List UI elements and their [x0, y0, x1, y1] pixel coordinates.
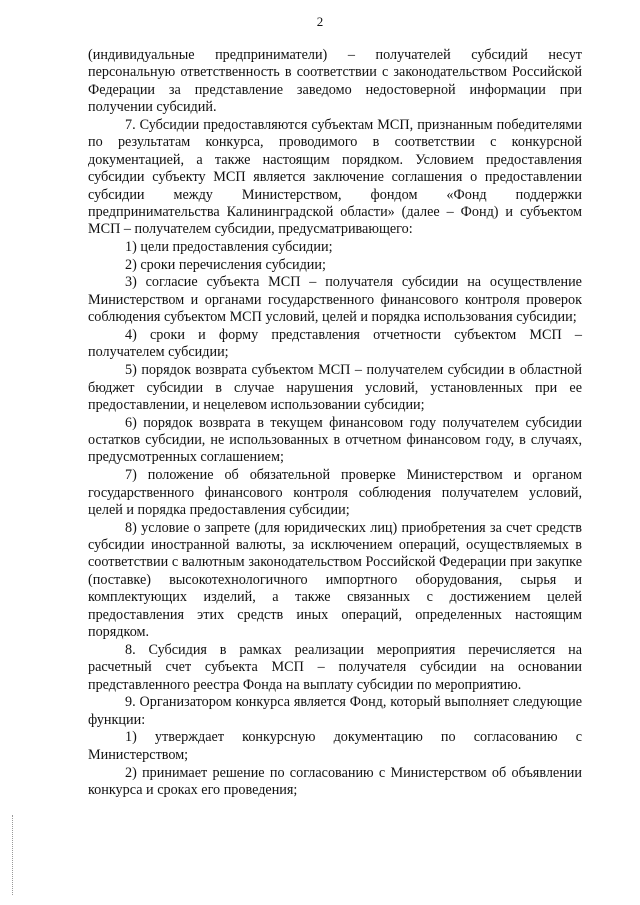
- list-item-2: 2) сроки перечисления субсидии;: [125, 256, 326, 273]
- list-item-8: 8) условие о запрете (для юридических лиц) приобретения за счет средств субсидии иностранной валюты, за исключением операций, осуществляемых в соответствии с валютным законодательством Российской Федерации при закупке (поставке) высокотехнологичного импортного оборудования, сырья и комплектующих изделий, а также связанных с достижением целей предоставления этих средств иных операций, определенных настоящим порядком.: [88, 519, 582, 641]
- list-item-5: 5) порядок возврата субъектом МСП – получателем субсидии в областной бюджет субсидии в случае нарушения условий, установленных при ее предоставлении, и нецелевом использовании субсидии;: [88, 362, 582, 413]
- list-item-3: 3) согласие субъекта МСП – получателя субсидии на осуществление Министерством и органами государственного финансового контроля проверок соблюдения субъектом МСП условий, целей и порядка использования субсидии;: [88, 274, 582, 326]
- function-item-2: 2) принимает решение по согласованию с Министерством об объявлении конкурса и сроках его проведения;: [88, 764, 582, 798]
- list-item-4: 4) сроки и форму представления отчетности субъектом МСП – получателем субсидии;: [88, 326, 582, 361]
- paragraph-8: 8. Субсидия в рамках реализации мероприятия перечисляется на расчетный счет субъекта МСП – получателя субсидии на основании представленного реестра Фонда на выплату субсидии по мероприятию.: [88, 641, 582, 693]
- paragraph-9: 9. Организатором конкурса является Фонд, который выполняет следующие функции:: [88, 694, 582, 728]
- margin-binding-marks: [12, 815, 17, 895]
- document-body: [88, 47, 582, 800]
- list-item-7: 7) положение об обязательной проверке Министерством и органом государственного финансового контроля соблюдения получателем условий, целей и порядка предоставления субсидии;: [88, 467, 582, 518]
- list-item-6: 6) порядок возврата в текущем финансовом году получателем субсидии остатков субсидии, не использованных в отчетном финансовом году, в случаях, предусмотренных соглашением;: [88, 414, 582, 466]
- paragraph-7: 7. Субсидии предоставляются субъектам МСП, признанным победителями по результатам конкурса, проводимого в соответствии с конкурсной документацией, а также настоящим порядком. Условием предоставления субсидии субъекту МСП является заключение соглашения о предоставлении субсидии между Министерством, фондом «Фонд поддержки предпринимательства Калининградской области» (далее – Фонд) и субъектом МСП – получателем субсидии, предусматривающего:: [88, 116, 582, 238]
- function-item-1: 1) утверждает конкурсную документацию по согласованию с Министерством;: [88, 729, 582, 763]
- list-item-1: 1) цели предоставления субсидии;: [125, 239, 333, 256]
- page-number: 2: [316, 14, 324, 29]
- paragraph-continuation: (индивидуальные предприниматели) – получателей субсидий несут персональную ответственность в соответствии с законодательством Российской Федерации за представление заведомо недостоверной информации при получении субсидий.: [88, 47, 582, 116]
